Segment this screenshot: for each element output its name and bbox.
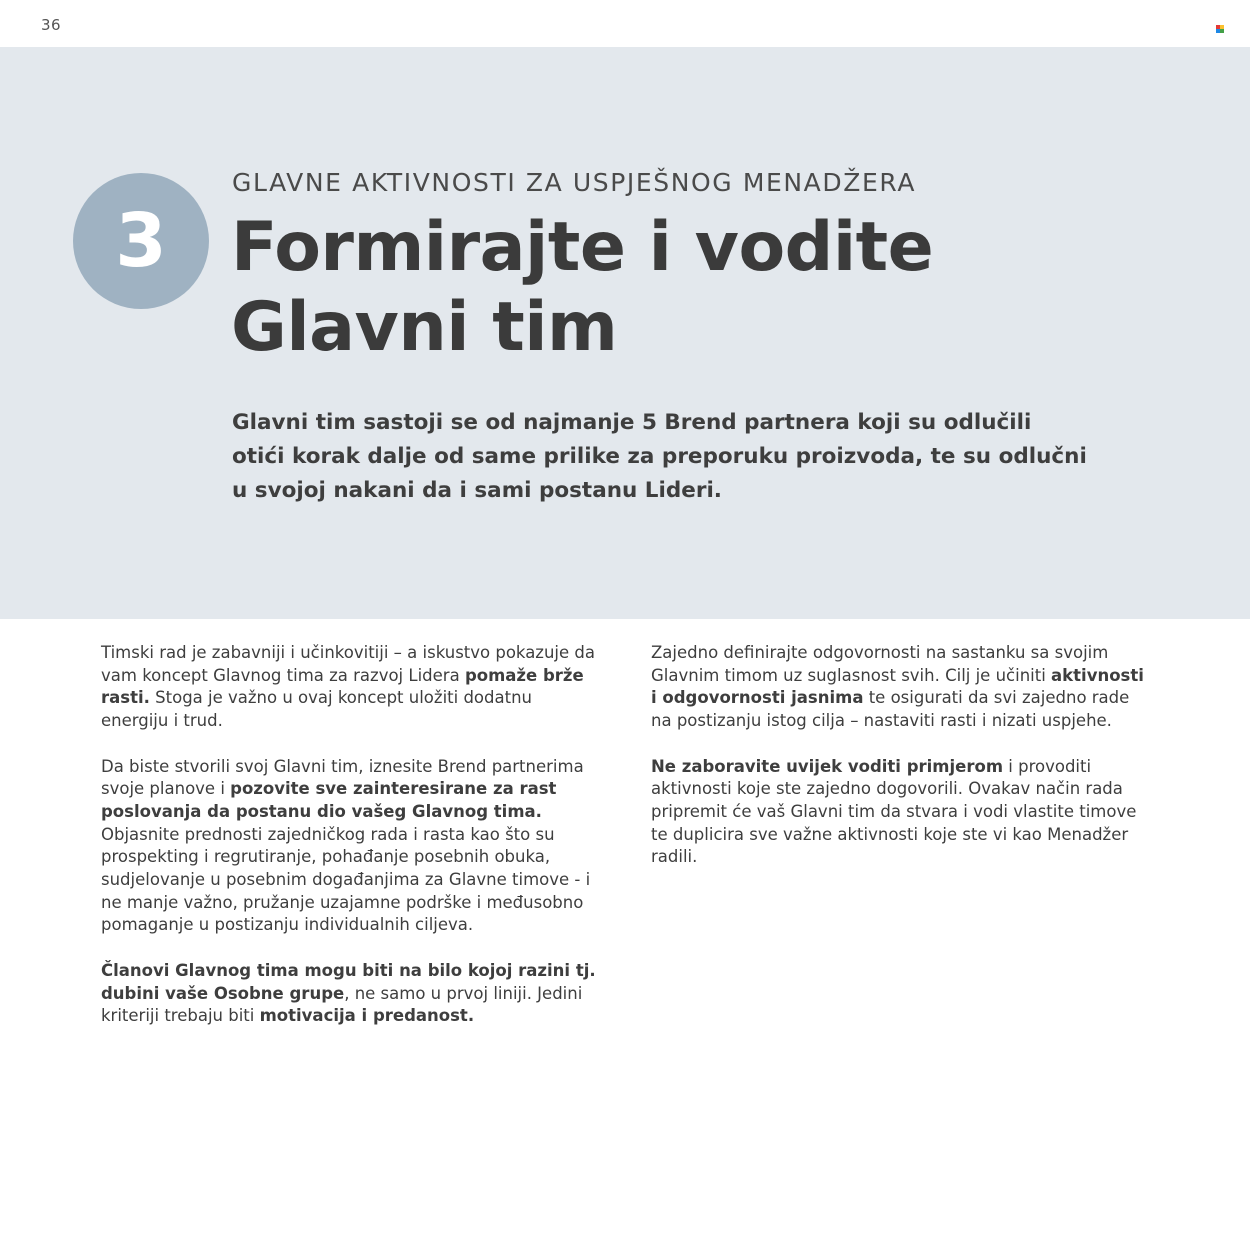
- right-column: [651, 642, 1151, 892]
- text-run-bold: pomaže brže rasti.: [101, 665, 584, 708]
- step-number-badge: 3: [73, 173, 209, 309]
- text-run: i provoditi aktivnosti koje ste zajedno dogovorili. Ovakav način rada pripremit će vaš Glavni tim da stvara i vodi vlastite timove te duplicira sve važne aktivnosti koje ste vi kao Menadžer radili.: [651, 756, 1137, 867]
- title-line-2: Glavni tim: [231, 288, 618, 367]
- left-paragraph-3: [101, 960, 601, 1028]
- text-run-bold: Članovi Glavnog tima mogu biti na bilo kojoj razini tj. dubini vaše Osobne grupe: [101, 960, 596, 1003]
- page-number: 36: [41, 16, 62, 34]
- text-run: Da biste stvorili svoj Glavni tim, iznesite Brend partnerima svoje planove i: [101, 756, 584, 799]
- text-run-bold: aktivnosti i odgovornosti jasnima: [651, 665, 1144, 708]
- text-run-bold: Ne zaboravite uvijek voditi primjerom: [651, 756, 1004, 776]
- text-run-bold: pozovite sve zainteresirane za rast poslovanja da postanu dio vašeg Glavnog tima.: [101, 779, 557, 821]
- lead-line-2: otići korak dalje od same prilike za preporuku proizvoda, te su odlučni: [232, 444, 1087, 469]
- lead-line-1: Glavni tim sastoji se od najmanje 5 Brend partnera koji su odlučili: [232, 410, 1032, 435]
- lead-line-3: u svojoj nakani da i sami postanu Lideri.: [232, 478, 722, 503]
- right-paragraph-2: [651, 756, 1151, 870]
- text-run: Objasnite prednosti zajedničkog rada i rasta kao što su prospekting i regrutiranje, pohađanje posebnih obuka, sudjelovanje u posebnim događanjima za Glavne timove - i ne manje važno, pružanje uzajamne podrške i međusobno pomaganje u postizanju individualnih ciljeva.: [101, 824, 591, 935]
- text-run: Zajedno definirajte odgovornosti na sastanku sa svojim Glavnim timom uz suglasnost svih. Cilj je učiniti: [651, 643, 1109, 685]
- text-run: Timski rad je zabavniji i učinkovitiji – a iskustvo pokazuje da vam koncept Glavnog tima za razvoj Lidera: [101, 643, 595, 685]
- text-run: Stoga je važno u ovaj koncept uložiti dodatnu energiju i trud.: [101, 688, 532, 731]
- right-paragraph-1: [651, 642, 1151, 733]
- page-title: [231, 208, 933, 368]
- brand-logo-icon: [1216, 25, 1224, 33]
- text-run-bold: motivacija i predanost.: [259, 1006, 475, 1026]
- text-run: , ne samo u prvoj liniji. Jedini kriteriji trebaju biti: [101, 983, 583, 1026]
- text-run: te osigurati da svi zajedno rade na postizanju istog cilja – nastaviti rasti i nizati uspjehe.: [651, 688, 1130, 731]
- left-column: [101, 642, 601, 1051]
- left-paragraph-2: [101, 756, 601, 938]
- title-line-1: Formirajte i vodite: [231, 208, 934, 287]
- lead-paragraph: [232, 406, 1132, 508]
- left-paragraph-1: [101, 642, 601, 733]
- section-kicker: GLAVNE AKTIVNOSTI ZA USPJEŠNOG MENADŽERA: [232, 168, 917, 197]
